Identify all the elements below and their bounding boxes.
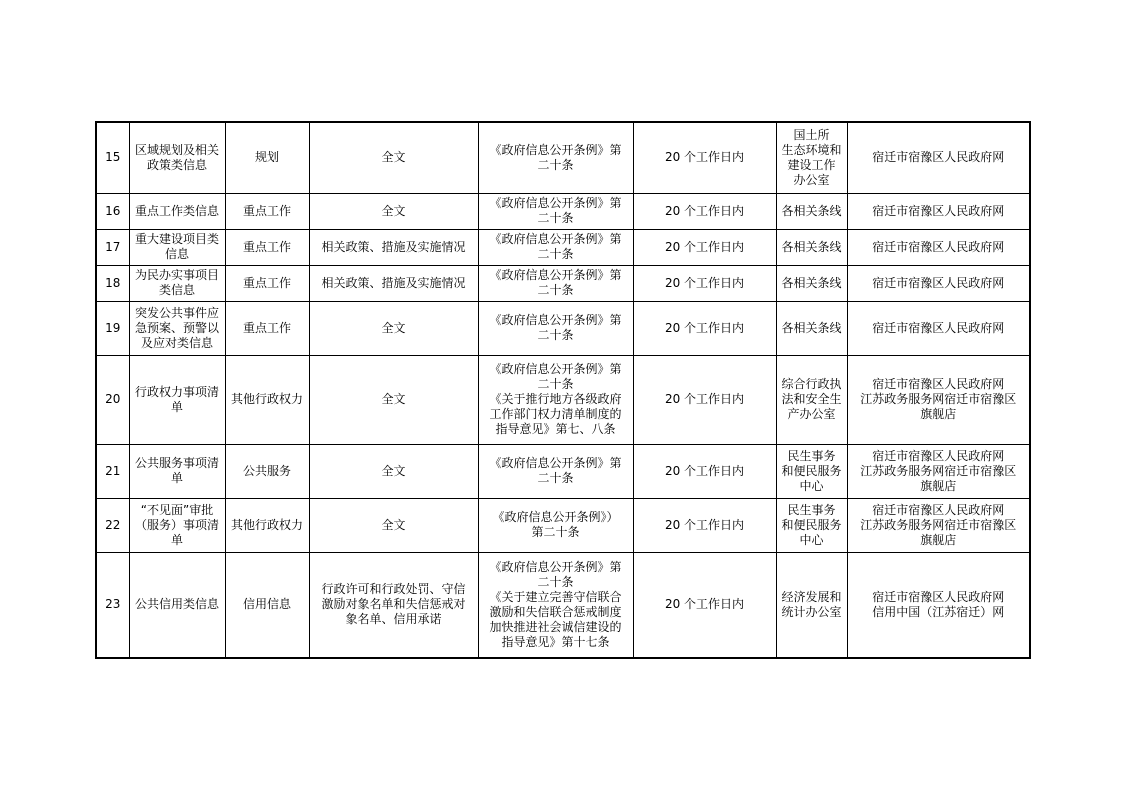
disclosure-content-cell: 行政许可和行政处罚、守信 激励对象名单和失信惩戒对 象名单、信用承诺 xyxy=(309,552,478,658)
table-row xyxy=(96,265,1030,301)
item-name-cell: “不见面”审批 （服务）事项清 单 xyxy=(129,498,225,552)
disclosure-content-cell: 全文 xyxy=(309,122,478,193)
responsible-dept-cell: 各相关条线 xyxy=(776,193,847,229)
row-number-cell: 23 xyxy=(96,552,129,658)
responsible-dept-cell: 综合行政执 法和安全生 产办公室 xyxy=(776,355,847,444)
item-category-cell: 其他行政权力 xyxy=(225,355,309,444)
disclosure-channel-cell: 宿迁市宿豫区人民政府网 信用中国（江苏宿迁）网 xyxy=(847,552,1030,658)
item-name-cell: 重点工作类信息 xyxy=(129,193,225,229)
item-name-cell: 突发公共事件应 急预案、预警以 及应对类信息 xyxy=(129,301,225,355)
disclosure-channel-cell: 宿迁市宿豫区人民政府网 江苏政务服务网宿迁市宿豫区 旗舰店 xyxy=(847,498,1030,552)
time-limit-cell: 20 个工作日内 xyxy=(633,498,776,552)
item-category-cell: 重点工作 xyxy=(225,229,309,265)
time-limit-cell: 20 个工作日内 xyxy=(633,265,776,301)
row-number-cell: 18 xyxy=(96,265,129,301)
disclosure-content-cell: 全文 xyxy=(309,193,478,229)
time-limit-cell: 20 个工作日内 xyxy=(633,552,776,658)
table-row xyxy=(96,229,1030,265)
table-row xyxy=(96,122,1030,193)
time-limit-cell: 20 个工作日内 xyxy=(633,301,776,355)
disclosure-content-cell: 相关政策、措施及实施情况 xyxy=(309,229,478,265)
table-row xyxy=(96,444,1030,498)
disclosure-channel-cell: 宿迁市宿豫区人民政府网 xyxy=(847,265,1030,301)
disclosure-channel-cell: 宿迁市宿豫区人民政府网 江苏政务服务网宿迁市宿豫区 旗舰店 xyxy=(847,444,1030,498)
legal-basis-cell: 《政府信息公开条例》） 第二十条 xyxy=(478,498,633,552)
responsible-dept-cell: 民生事务 和便民服务 中心 xyxy=(776,444,847,498)
table-row xyxy=(96,498,1030,552)
time-limit-cell: 20 个工作日内 xyxy=(633,122,776,193)
table-row xyxy=(96,193,1030,229)
item-name-cell: 重大建设项目类 信息 xyxy=(129,229,225,265)
item-name-cell: 公共服务事项清 单 xyxy=(129,444,225,498)
table-row xyxy=(96,552,1030,658)
disclosure-content-cell: 全文 xyxy=(309,301,478,355)
time-limit-cell: 20 个工作日内 xyxy=(633,229,776,265)
legal-basis-cell: 《政府信息公开条例》第 二十条 xyxy=(478,444,633,498)
row-number-cell: 22 xyxy=(96,498,129,552)
disclosure-channel-cell: 宿迁市宿豫区人民政府网 xyxy=(847,301,1030,355)
responsible-dept-cell: 各相关条线 xyxy=(776,301,847,355)
legal-basis-cell: 《政府信息公开条例》第 二十条 xyxy=(478,229,633,265)
disclosure-content-cell: 全文 xyxy=(309,444,478,498)
item-category-cell: 信用信息 xyxy=(225,552,309,658)
legal-basis-cell: 《政府信息公开条例》第 二十条 xyxy=(478,193,633,229)
responsible-dept-cell: 各相关条线 xyxy=(776,229,847,265)
legal-basis-cell: 《政府信息公开条例》第 二十条 《关于建立完善守信联合 激励和失信联合惩戒制度 加快推进社会诚信建设的 指导意见》第十七条 xyxy=(478,552,633,658)
legal-basis-cell: 《政府信息公开条例》第 二十条 xyxy=(478,265,633,301)
item-name-cell: 为民办实事项目 类信息 xyxy=(129,265,225,301)
disclosure-channel-cell: 宿迁市宿豫区人民政府网 xyxy=(847,193,1030,229)
item-name-cell: 行政权力事项清 单 xyxy=(129,355,225,444)
row-number-cell: 21 xyxy=(96,444,129,498)
time-limit-cell: 20 个工作日内 xyxy=(633,444,776,498)
row-number-cell: 17 xyxy=(96,229,129,265)
table-row xyxy=(96,301,1030,355)
item-category-cell: 重点工作 xyxy=(225,301,309,355)
item-category-cell: 规划 xyxy=(225,122,309,193)
row-number-cell: 19 xyxy=(96,301,129,355)
table-row xyxy=(96,355,1030,444)
legal-basis-cell: 《政府信息公开条例》第 二十条 xyxy=(478,301,633,355)
disclosure-table xyxy=(95,121,1031,659)
item-name-cell: 公共信用类信息 xyxy=(129,552,225,658)
disclosure-content-cell: 全文 xyxy=(309,498,478,552)
legal-basis-cell: 《政府信息公开条例》第 二十条 《关于推行地方各级政府 工作部门权力清单制度的 指导意见》第七、八条 xyxy=(478,355,633,444)
responsible-dept-cell: 国土所 生态环境和 建设工作 办公室 xyxy=(776,122,847,193)
legal-basis-cell: 《政府信息公开条例》第 二十条 xyxy=(478,122,633,193)
disclosure-content-cell: 全文 xyxy=(309,355,478,444)
item-name-cell: 区域规划及相关 政策类信息 xyxy=(129,122,225,193)
item-category-cell: 重点工作 xyxy=(225,193,309,229)
responsible-dept-cell: 民生事务 和便民服务 中心 xyxy=(776,498,847,552)
responsible-dept-cell: 经济发展和 统计办公室 xyxy=(776,552,847,658)
time-limit-cell: 20 个工作日内 xyxy=(633,193,776,229)
row-number-cell: 20 xyxy=(96,355,129,444)
disclosure-channel-cell: 宿迁市宿豫区人民政府网 xyxy=(847,229,1030,265)
disclosure-channel-cell: 宿迁市宿豫区人民政府网 xyxy=(847,122,1030,193)
disclosure-content-cell: 相关政策、措施及实施情况 xyxy=(309,265,478,301)
row-number-cell: 16 xyxy=(96,193,129,229)
row-number-cell: 15 xyxy=(96,122,129,193)
time-limit-cell: 20 个工作日内 xyxy=(633,355,776,444)
table-body xyxy=(96,122,1030,658)
item-category-cell: 公共服务 xyxy=(225,444,309,498)
disclosure-channel-cell: 宿迁市宿豫区人民政府网 江苏政务服务网宿迁市宿豫区 旗舰店 xyxy=(847,355,1030,444)
item-category-cell: 重点工作 xyxy=(225,265,309,301)
responsible-dept-cell: 各相关条线 xyxy=(776,265,847,301)
item-category-cell: 其他行政权力 xyxy=(225,498,309,552)
